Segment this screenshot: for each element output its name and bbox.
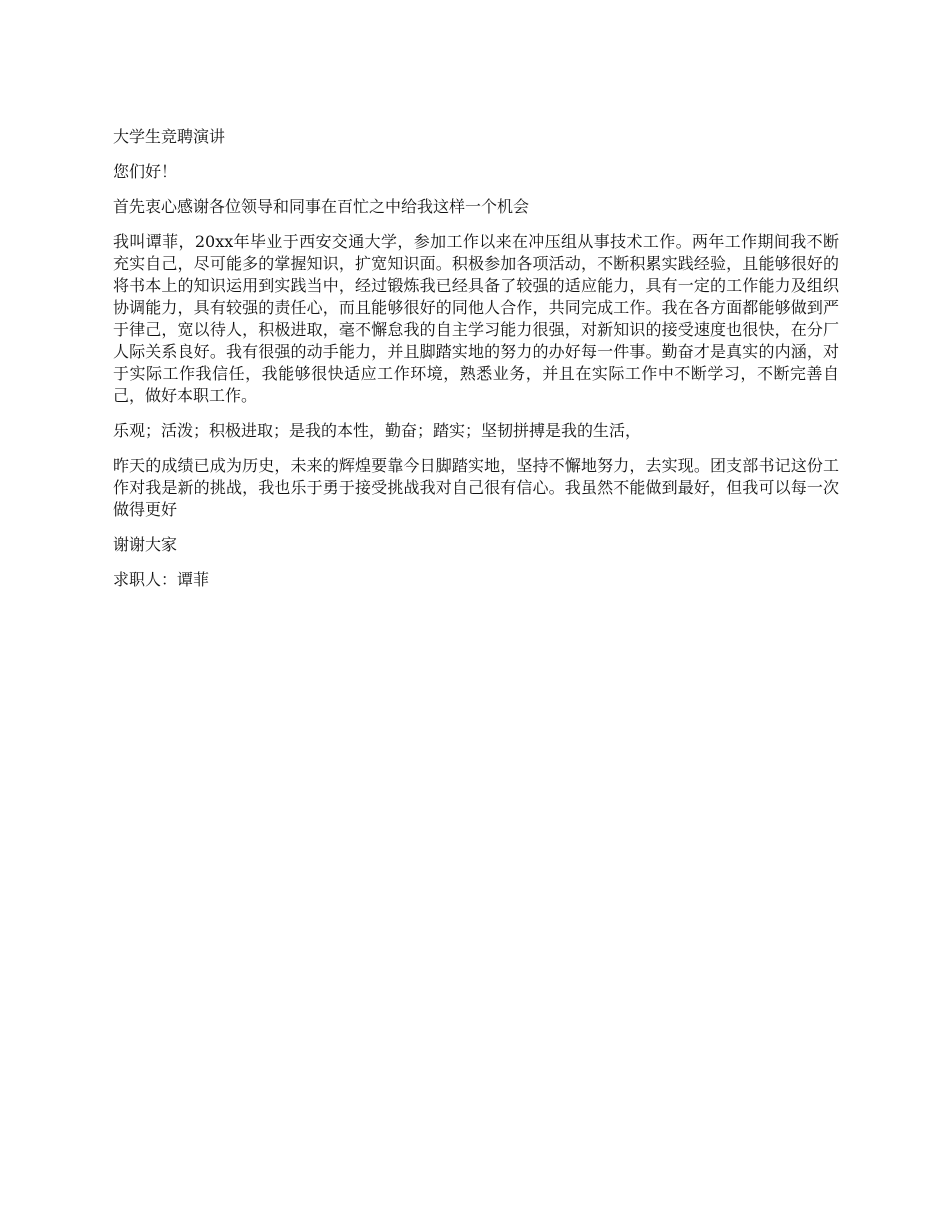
personality-paragraph: 乐观；活泼；积极进取；是我的本性，勤奋；踏实；坚韧拼搏是我的生活，	[113, 421, 642, 440]
document-body	[113, 126, 839, 604]
signature-line: 求职人：谭菲	[113, 570, 210, 589]
future-paragraph: 昨天的成绩已成为历史，未来的辉煌要靠今日脚踏实地，坚持不懈地努力，去实现。团支部书记这份工作对我是新的挑战，我也乐于勇于接受挑战我对自己很有信心。我虽然不能做到最好，但我可以每一次做得更好	[113, 456, 839, 519]
closing-line: 谢谢大家	[113, 535, 178, 554]
document-title: 大学生竞聘演讲	[113, 127, 226, 146]
body-paragraph: 我叫谭菲，20xx年毕业于西安交通大学，参加工作以来在冲压组从事技术工作。两年工作期间我不断充实自己，尽可能多的掌握知识，扩宽知识面。积极参加各项活动，不断积累实践经验，且能够很好的将书本上的知识运用到实践当中，经过锻炼我已经具备了较强的适应能力，具有一定的工作能力及组织协调能力，具有较强的责任心，而且能够很好的同他人合作，共同完成工作。我在各方面都能够做到严于律己，宽以待人，积极进取，毫不懈怠我的自主学习能力很强，对新知识的接受速度也很快，在分厂人际关系良好。我有很强的动手能力，并且脚踏实地的努力的办好每一件事。勤奋才是真实的内涵，对于实际工作我信任，我能够很快适应工作环境，熟悉业务，并且在实际工作中不断学习，不断完善自己，做好本职工作。	[113, 232, 839, 405]
greeting: 您们好！	[113, 162, 178, 181]
thanks-intro: 首先衷心感谢各位领导和同事在百忙之中给我这样一个机会	[113, 197, 530, 216]
